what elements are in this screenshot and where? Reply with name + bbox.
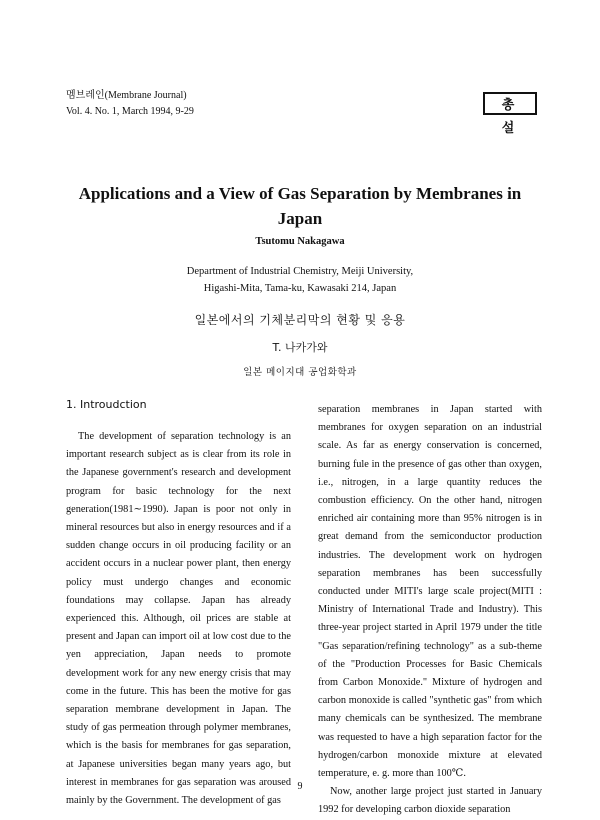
- article-title: Applications and a View of Gas Separation by Membranes in Japan: [78, 184, 522, 228]
- paragraph: Now, another large project just started in January 1992 for developing carbon dioxide separation: [318, 786, 542, 816]
- page-number: 9: [297, 781, 303, 792]
- paragraph: The development of separation technology is an important research subject as is clear from its role in the Japanese government's research and development program for basic technology for the next generation(1981∼1990). Japan is poor not only in mineral resources but also in energy resources and if a sudden change occurs in oil producing facility or an accident occurs in a nuclear power plant, then energy policy must undergo changes and economic foundations may collapse. Japan has already experienced this. Although, oil prices are stable at present and Japan can import oil at low cost due to the yen appreciation, Japan needs to promote development work for any new energy crisis that may come in the future. This has been the motive for gas separation membrane development in Japan. The study of gas permeation through polymer membranes, which is the basis for membranes for gas separation, at Japanese universities began many years ago, but interest in membranes for gas separation was aroused mainly by the Government. The development of gas: [66, 431, 291, 807]
- journal-name: 멤브레인(Membrane Journal): [66, 90, 187, 101]
- korean-author: T. 나카가와: [272, 341, 328, 354]
- korean-affiliation: 일본 메이지대 공업화학과: [243, 367, 357, 378]
- category-badge: 총 설: [483, 92, 537, 115]
- section-heading: 1. Introudction: [66, 398, 147, 411]
- affiliation-line-1: Department of Industrial Chemistry, Meiji University,: [186, 266, 414, 277]
- paragraph: separation membranes in Japan started with membranes for oxygen separation on an industrial scale. As far as energy conservation is concerned, burning fule in the presence of gas other than oxygen, i.e., nitrogen, in a large quantity reduces the combustion efficiency. On the other hand, nitrogen enriched air containing more than 95% nitrogen is in great demand from the semiconductor production industries. The development work on hydrogen separation membranes has been successfully conducted under MITI's large scale project(MITI : Ministry of International Trade and Industry). This three-year project started in April 1979 under the title "Gas separation/refining technology" as a sub-theme of the "Production Processes for Basic Chemicals from Carbon Monoxide." Mixture of hydrogen and carbon monoxide is called "synthetic gas" from which many chemicals can be synthesized. The membrane was requested to have a high separation factor for the hydrogen/carbon monoxide mixture at elevated temperature, e. g. more than 100℃.: [318, 404, 542, 780]
- korean-title: 일본에서의 기체분리막의 현황 및 응용: [194, 313, 406, 327]
- affiliation-line-2: Higashi-Mita, Tama-ku, Kawasaki 214, Japan: [203, 283, 397, 294]
- body-column-right: [318, 401, 542, 820]
- body-column-left: [66, 428, 291, 810]
- author-name: Tsutomu Nakagawa: [255, 236, 345, 247]
- author-affiliation: [0, 263, 600, 297]
- volume-info: Vol. 4. No. 1, March 1994, 9-29: [66, 106, 194, 117]
- journal-info: [66, 88, 194, 120]
